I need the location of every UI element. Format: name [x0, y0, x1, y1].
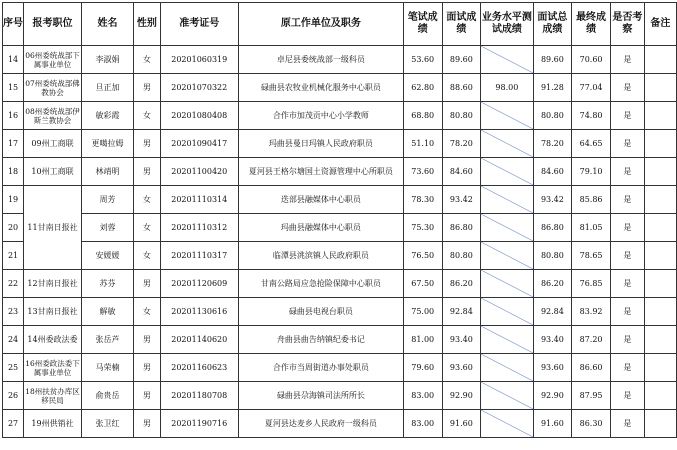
row-total: 89.60	[533, 46, 572, 74]
row-exam: 是	[610, 102, 644, 130]
row-workplace: 舟曲县曲告纳镇纪委书记	[238, 326, 403, 354]
row-total: 80.80	[533, 242, 572, 270]
row-total: 91.60	[533, 410, 572, 438]
row-skill-empty	[481, 214, 533, 242]
row-final: 86.30	[572, 410, 611, 438]
row-exam: 是	[610, 214, 644, 242]
table-row	[3, 410, 677, 438]
row-ticket: 20201080408	[160, 102, 238, 130]
row-no: 25	[3, 354, 24, 382]
header-skill: 业务水平测试成绩	[481, 3, 533, 46]
header-interview: 面试成绩	[442, 3, 481, 46]
row-gender: 男	[134, 130, 161, 158]
table-row	[3, 270, 677, 298]
row-exam: 是	[610, 186, 644, 214]
row-position: 06州委统战部下属事业单位	[24, 46, 82, 74]
row-workplace: 夏河县王格尔塘国土资源管理中心所职员	[238, 158, 403, 186]
table-row	[3, 102, 677, 130]
row-workplace: 甘南公路局应急抢险保障中心职员	[238, 270, 403, 298]
table-row	[3, 46, 677, 74]
row-name: 解敏	[81, 298, 133, 326]
row-skill-empty	[481, 130, 533, 158]
row-gender: 女	[134, 46, 161, 74]
row-no: 15	[3, 74, 24, 102]
row-note	[644, 74, 676, 102]
row-total: 91.28	[533, 74, 572, 102]
row-workplace: 碌曲县尕海镇司法所所长	[238, 382, 403, 410]
row-gender: 男	[134, 270, 161, 298]
row-skill: 98.00	[481, 74, 533, 102]
row-ticket: 20201120609	[160, 270, 238, 298]
row-total: 80.80	[533, 102, 572, 130]
row-workplace: 卓尼县委统战部一级科员	[238, 46, 403, 74]
row-ticket: 20201190716	[160, 410, 238, 438]
row-skill-empty	[481, 298, 533, 326]
row-skill-empty	[481, 158, 533, 186]
row-written: 62.80	[403, 74, 442, 102]
results-sheet	[2, 2, 677, 438]
header-no: 序号	[3, 3, 24, 46]
row-gender: 男	[134, 354, 161, 382]
row-interview: 80.80	[442, 102, 481, 130]
row-gender: 男	[134, 158, 161, 186]
row-name: 李淑娟	[81, 46, 133, 74]
row-final: 83.92	[572, 298, 611, 326]
header-position: 报考职位	[24, 3, 82, 46]
row-note	[644, 242, 676, 270]
row-gender: 女	[134, 214, 161, 242]
row-written: 53.60	[403, 46, 442, 74]
results-table	[2, 2, 677, 438]
row-exam: 是	[610, 326, 644, 354]
row-name: 敏彩霞	[81, 102, 133, 130]
row-position: 18州扶贫办库区移民局	[24, 382, 82, 410]
row-final: 85.86	[572, 186, 611, 214]
row-total: 84.60	[533, 158, 572, 186]
row-ticket: 20201110314	[160, 186, 238, 214]
row-written: 83.00	[403, 410, 442, 438]
row-no: 21	[3, 242, 24, 270]
row-ticket: 20201090417	[160, 130, 238, 158]
row-written: 75.00	[403, 298, 442, 326]
row-exam: 是	[610, 158, 644, 186]
row-position: 10州工商联	[24, 158, 82, 186]
row-gender: 女	[134, 102, 161, 130]
row-name: 苏芬	[81, 270, 133, 298]
row-interview: 93.40	[442, 326, 481, 354]
row-ticket: 20201180708	[160, 382, 238, 410]
row-no: 18	[3, 158, 24, 186]
row-ticket: 20201160623	[160, 354, 238, 382]
row-written: 83.00	[403, 382, 442, 410]
row-total: 93.40	[533, 326, 572, 354]
row-note	[644, 130, 676, 158]
header-workplace: 原工作单位及职务	[238, 3, 403, 46]
row-no: 17	[3, 130, 24, 158]
row-exam: 是	[610, 74, 644, 102]
row-no: 19	[3, 186, 24, 214]
table-row	[3, 158, 677, 186]
row-total: 92.90	[533, 382, 572, 410]
row-exam: 是	[610, 298, 644, 326]
row-note	[644, 354, 676, 382]
header-name: 姓名	[81, 3, 133, 46]
row-final: 74.80	[572, 102, 611, 130]
row-exam: 是	[610, 410, 644, 438]
row-note	[644, 270, 676, 298]
row-ticket: 20201110312	[160, 214, 238, 242]
row-total: 86.20	[533, 270, 572, 298]
row-skill-empty	[481, 242, 533, 270]
row-workplace: 碌曲县农牧业机械化服务中心职员	[238, 74, 403, 102]
row-skill-empty	[481, 102, 533, 130]
row-interview: 93.60	[442, 354, 481, 382]
table-row	[3, 214, 677, 242]
row-skill-empty	[481, 46, 533, 74]
row-name: 张岳芦	[81, 326, 133, 354]
row-no: 23	[3, 298, 24, 326]
row-position: 16州委政法委下属事业单位	[24, 354, 82, 382]
row-final: 78.65	[572, 242, 611, 270]
row-ticket: 20201130616	[160, 298, 238, 326]
row-gender: 男	[134, 410, 161, 438]
row-note	[644, 102, 676, 130]
table-row	[3, 130, 677, 158]
row-ticket: 20201060319	[160, 46, 238, 74]
row-note	[644, 298, 676, 326]
row-skill-empty	[481, 326, 533, 354]
row-position: 08州委统战部伊斯兰教协会	[24, 102, 82, 130]
row-position: 19州供销社	[24, 410, 82, 438]
row-written: 79.60	[403, 354, 442, 382]
row-final: 81.05	[572, 214, 611, 242]
row-exam: 是	[610, 46, 644, 74]
row-position: 11甘南日报社	[24, 186, 82, 270]
row-written: 73.60	[403, 158, 442, 186]
row-note	[644, 186, 676, 214]
row-no: 16	[3, 102, 24, 130]
row-written: 51.10	[403, 130, 442, 158]
row-interview: 92.90	[442, 382, 481, 410]
row-interview: 86.20	[442, 270, 481, 298]
row-written: 75.30	[403, 214, 442, 242]
row-workplace: 临潭县洮滨镇人民政府职员	[238, 242, 403, 270]
row-name: 张卫红	[81, 410, 133, 438]
row-no: 27	[3, 410, 24, 438]
table-row	[3, 186, 677, 214]
row-workplace: 合作市当周街道办事处职员	[238, 354, 403, 382]
row-gender: 男	[134, 326, 161, 354]
row-exam: 是	[610, 382, 644, 410]
row-exam: 是	[610, 354, 644, 382]
row-written: 76.50	[403, 242, 442, 270]
row-ticket: 20201070322	[160, 74, 238, 102]
row-interview: 88.60	[442, 74, 481, 102]
row-interview: 93.42	[442, 186, 481, 214]
row-note	[644, 214, 676, 242]
row-gender: 女	[134, 242, 161, 270]
row-ticket: 20201100420	[160, 158, 238, 186]
row-workplace: 玛曲县融媒体中心职员	[238, 214, 403, 242]
row-total: 78.20	[533, 130, 572, 158]
row-name: 周芳	[81, 186, 133, 214]
row-total: 86.80	[533, 214, 572, 242]
row-written: 67.50	[403, 270, 442, 298]
row-total: 93.42	[533, 186, 572, 214]
table-row	[3, 354, 677, 382]
row-skill-empty	[481, 186, 533, 214]
row-workplace: 玛曲县曼日玛镇人民政府职员	[238, 130, 403, 158]
row-name: 马荣楠	[81, 354, 133, 382]
table-row	[3, 326, 677, 354]
header-row	[3, 3, 677, 46]
row-no: 22	[3, 270, 24, 298]
row-no: 20	[3, 214, 24, 242]
row-interview: 80.80	[442, 242, 481, 270]
row-workplace: 迭部县融媒体中心职员	[238, 186, 403, 214]
row-workplace: 夏河县达麦乡人民政府一级科员	[238, 410, 403, 438]
row-name: 安媛媛	[81, 242, 133, 270]
row-workplace: 碌曲县电视台职员	[238, 298, 403, 326]
table-row	[3, 382, 677, 410]
row-gender: 男	[134, 74, 161, 102]
row-final: 79.10	[572, 158, 611, 186]
row-skill-empty	[481, 270, 533, 298]
row-exam: 是	[610, 130, 644, 158]
row-position: 09州工商联	[24, 130, 82, 158]
row-no: 26	[3, 382, 24, 410]
row-interview: 92.84	[442, 298, 481, 326]
row-note	[644, 382, 676, 410]
row-note	[644, 158, 676, 186]
row-final: 70.60	[572, 46, 611, 74]
row-interview: 78.20	[442, 130, 481, 158]
row-interview: 84.60	[442, 158, 481, 186]
row-total: 92.84	[533, 298, 572, 326]
row-name: 林靖明	[81, 158, 133, 186]
table-row	[3, 298, 677, 326]
row-position: 07州委统战部佛教协会	[24, 74, 82, 102]
row-ticket: 20201110317	[160, 242, 238, 270]
row-skill-empty	[481, 382, 533, 410]
header-written: 笔试成绩	[403, 3, 442, 46]
row-final: 87.95	[572, 382, 611, 410]
header-ticket: 准考证号	[160, 3, 238, 46]
row-final: 77.04	[572, 74, 611, 102]
row-interview: 86.80	[442, 214, 481, 242]
row-written: 81.00	[403, 326, 442, 354]
row-written: 68.80	[403, 102, 442, 130]
row-total: 93.60	[533, 354, 572, 382]
row-interview: 89.60	[442, 46, 481, 74]
row-name: 更噶拉姆	[81, 130, 133, 158]
row-gender: 男	[134, 382, 161, 410]
row-name: 旦正加	[81, 74, 133, 102]
header-exam: 是否考察	[610, 3, 644, 46]
row-written: 78.30	[403, 186, 442, 214]
table-row	[3, 242, 677, 270]
row-position: 12甘南日报社	[24, 270, 82, 298]
row-workplace: 合作市加茂贡中心小学教师	[238, 102, 403, 130]
row-exam: 是	[610, 242, 644, 270]
row-note	[644, 46, 676, 74]
row-name: 俞贵岳	[81, 382, 133, 410]
row-name: 刘蓉	[81, 214, 133, 242]
header-note: 备注	[644, 3, 676, 46]
row-skill-empty	[481, 410, 533, 438]
header-total: 面试总成绩	[533, 3, 572, 46]
row-final: 86.60	[572, 354, 611, 382]
row-note	[644, 326, 676, 354]
row-no: 24	[3, 326, 24, 354]
row-gender: 女	[134, 298, 161, 326]
row-position: 14州委政法委	[24, 326, 82, 354]
header-final: 最终成绩	[572, 3, 611, 46]
row-final: 64.65	[572, 130, 611, 158]
header-gender: 性别	[134, 3, 161, 46]
row-interview: 91.60	[442, 410, 481, 438]
row-final: 76.85	[572, 270, 611, 298]
row-gender: 女	[134, 186, 161, 214]
table-row	[3, 74, 677, 102]
row-no: 14	[3, 46, 24, 74]
row-note	[644, 410, 676, 438]
row-ticket: 20201140620	[160, 326, 238, 354]
row-skill-empty	[481, 354, 533, 382]
row-final: 87.20	[572, 326, 611, 354]
row-exam: 是	[610, 270, 644, 298]
row-position: 13甘南日报社	[24, 298, 82, 326]
